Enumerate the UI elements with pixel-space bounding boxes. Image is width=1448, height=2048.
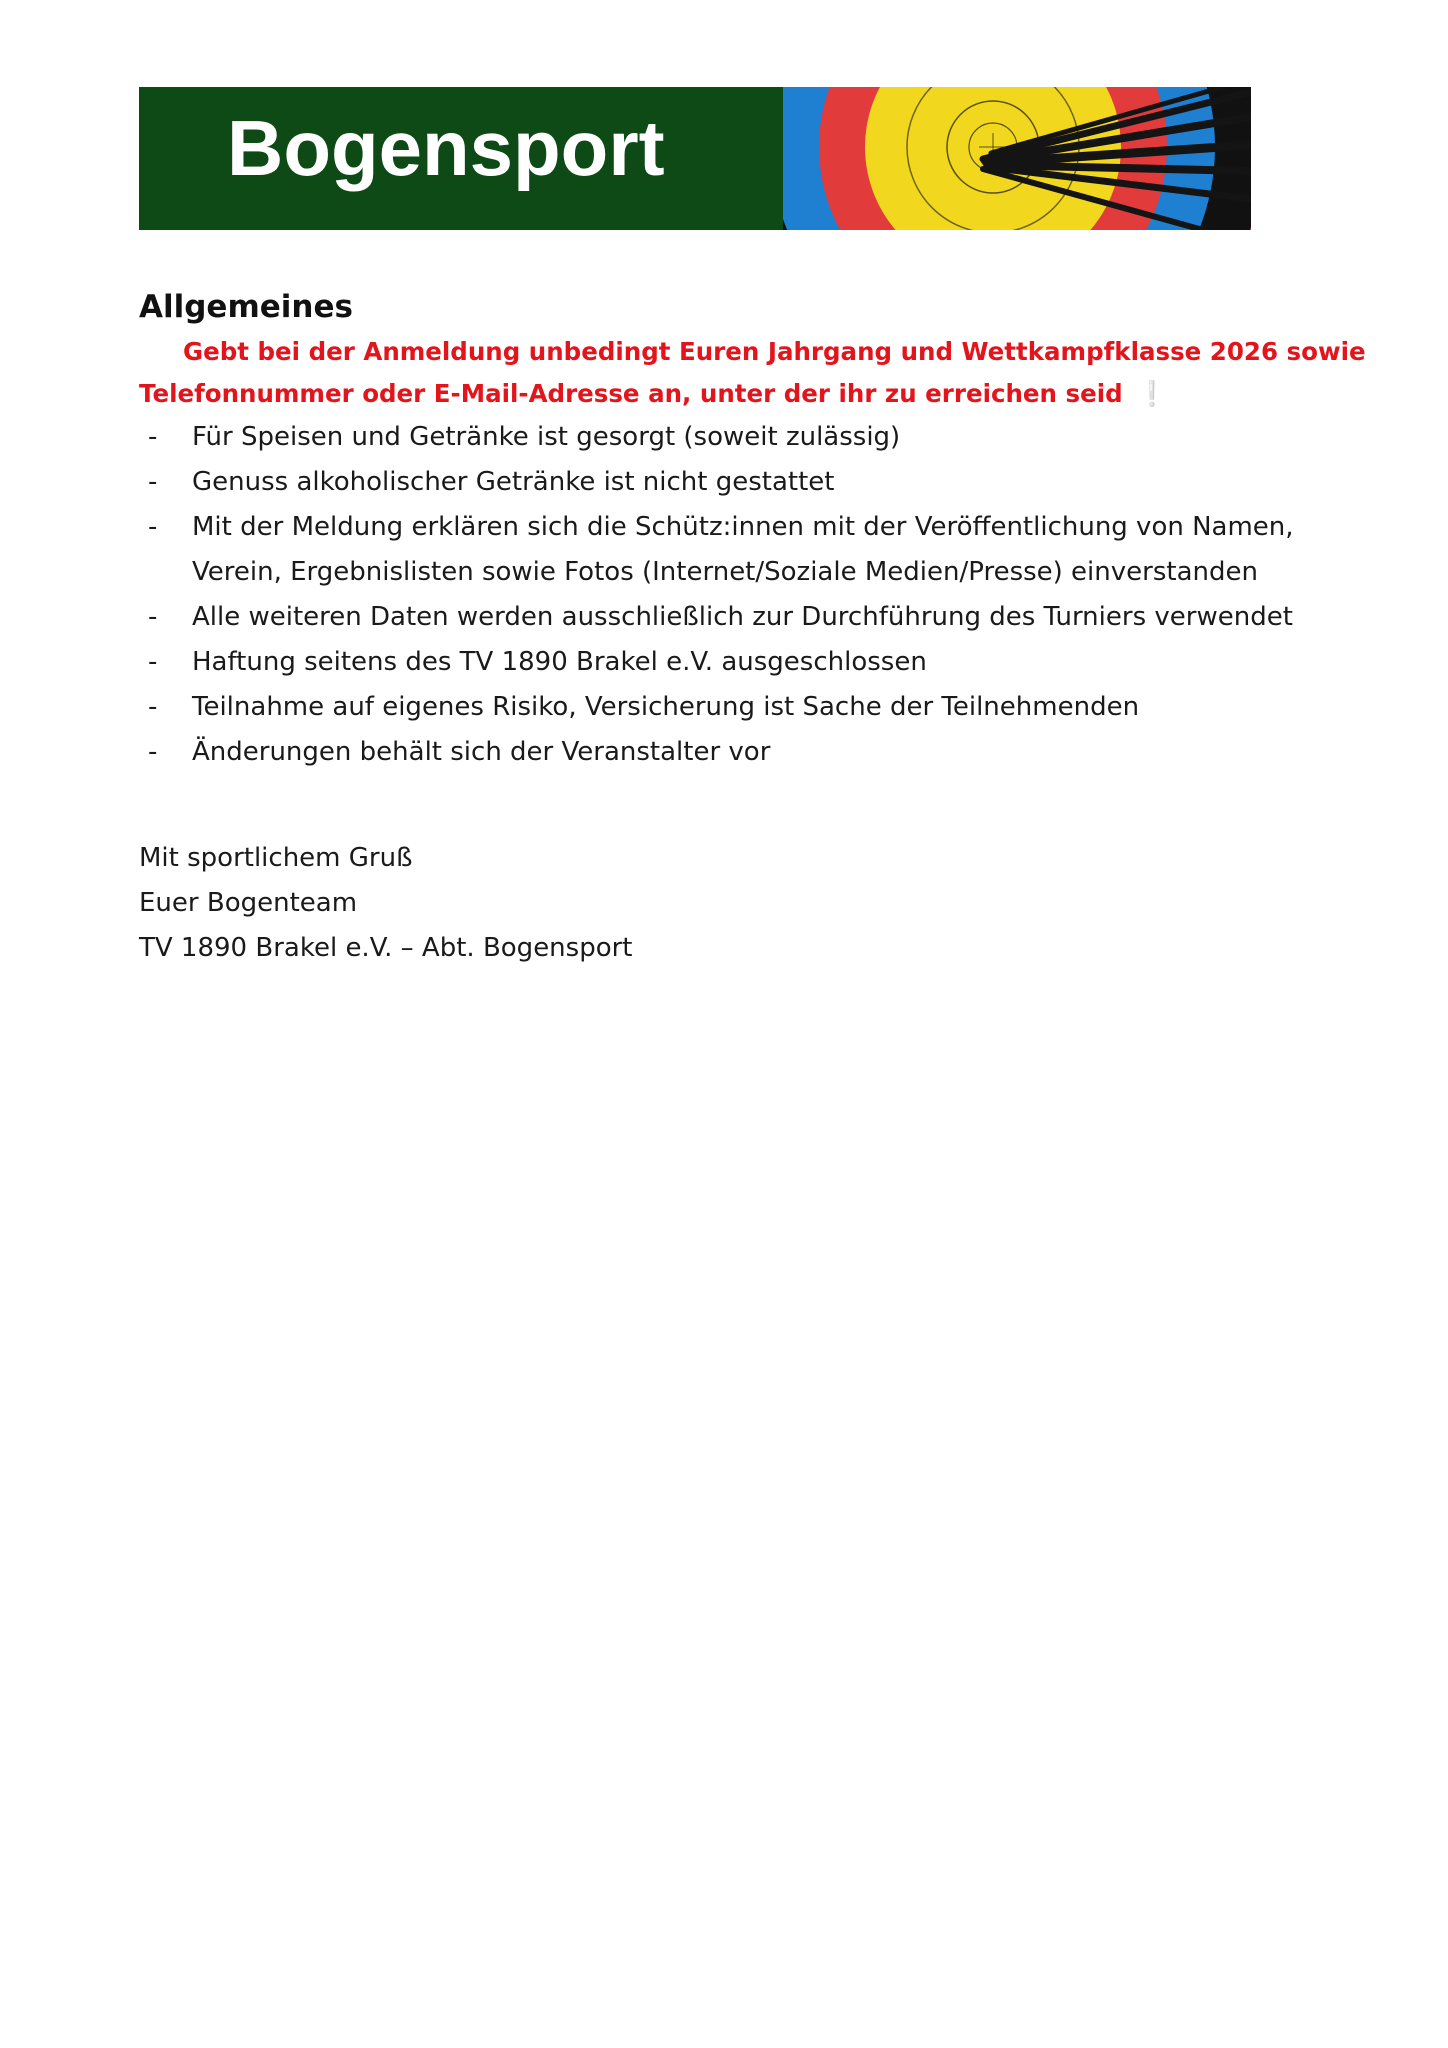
registration-notice — [139, 331, 1366, 415]
closing-club: TV 1890 Brakel e.V. – Abt. Bogensport — [139, 933, 633, 963]
list-item: - Haftung seitens des TV 1890 Brakel e.V. ausgeschlossen — [148, 647, 927, 677]
archery-target-icon — [783, 87, 1251, 230]
list-item: - Teilnahme auf eigenes Risiko, Versicherung ist Sache der Teilnehmenden — [148, 692, 1140, 722]
list-item: - Mit der Meldung erklären sich die Schütz:innen mit der Veröffentlichung von Namen, — [148, 512, 1294, 542]
list-item: - Änderungen behält sich der Veranstalter vor — [148, 737, 771, 767]
exclamation-icon: ❕ — [1136, 379, 1168, 408]
banner-green-panel — [139, 87, 783, 230]
list-item: - Für Speisen und Getränke ist gesorgt (soweit zulässig) — [148, 422, 901, 452]
notice-line-1: Gebt bei der Anmeldung unbedingt Euren Jahrgang und Wettkampfklasse 2026 sowie — [183, 337, 1366, 366]
closing-signature — [139, 836, 1319, 971]
list-item: - Alle weiteren Daten werden ausschließlich zur Durchführung des Turniers verwendet — [148, 602, 1293, 632]
closing-greeting: Mit sportlichem Gruß — [139, 843, 413, 873]
notice-line-2: Telefonnummer oder E-Mail-Adresse an, unter der ihr zu erreichen seid — [139, 379, 1123, 408]
section-heading: Allgemeines — [139, 289, 353, 325]
banner-title: Bogensport — [227, 104, 665, 192]
list-item: - Genuss alkoholischer Getränke ist nicht gestattet — [148, 467, 835, 497]
closing-team: Euer Bogenteam — [139, 888, 358, 918]
document-body — [139, 283, 1366, 971]
header-banner — [139, 87, 1251, 230]
list-item-continuation: Verein, Ergebnislisten sowie Fotos (Internet/Soziale Medien/Presse) einverstanden — [192, 557, 1258, 587]
rules-list — [139, 415, 1319, 775]
